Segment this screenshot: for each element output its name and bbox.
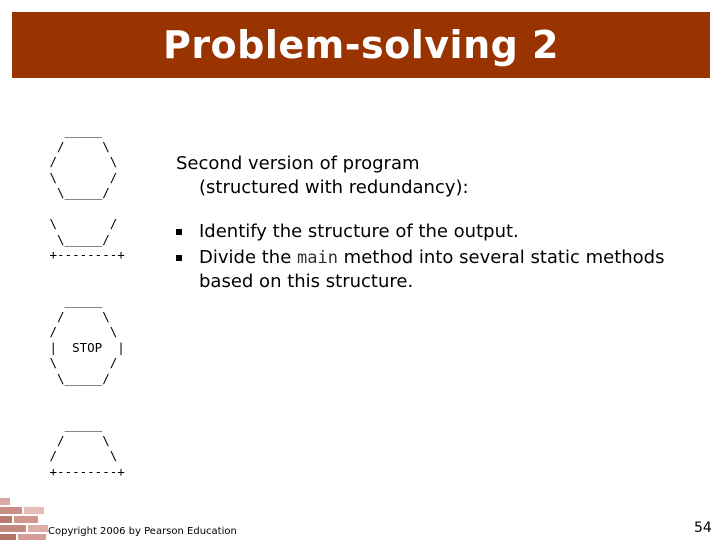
bricks-icon: [0, 496, 48, 540]
copyright-text: Copyright 2006 by Pearson Education: [48, 526, 237, 537]
code-main: main: [297, 248, 338, 268]
bullet-item-divide: [176, 246, 696, 294]
ascii-figure-bottom: _____ / \ / \ +--------+: [49, 417, 125, 479]
page-number: 54: [694, 520, 712, 536]
intro-line-2: (structured with redundancy):: [199, 177, 469, 198]
bullet-text-divide-start: Divide the: [199, 247, 297, 268]
slide-title: Problem-solving 2: [162, 23, 560, 67]
bullet-text-identify: Identify the structure of the output.: [199, 221, 519, 242]
ascii-figure-top: _____ / \ / \ \ / \_____/ \ / \_____/ +--------+: [49, 123, 125, 262]
title-bar: [12, 12, 710, 78]
square-bullet-icon: [176, 255, 182, 261]
bullet-item-identify: [176, 220, 696, 244]
bullet-text-divide-end: method into several static methods based on this structure.: [199, 247, 665, 292]
square-bullet-icon: [176, 229, 182, 235]
ascii-figure-stop-sign: _____ / \ / \ | STOP | \ / \_____/: [49, 293, 125, 386]
intro-line-1: Second version of program: [176, 153, 420, 174]
slide-body: [176, 152, 696, 296]
bullet-list: [176, 220, 696, 294]
